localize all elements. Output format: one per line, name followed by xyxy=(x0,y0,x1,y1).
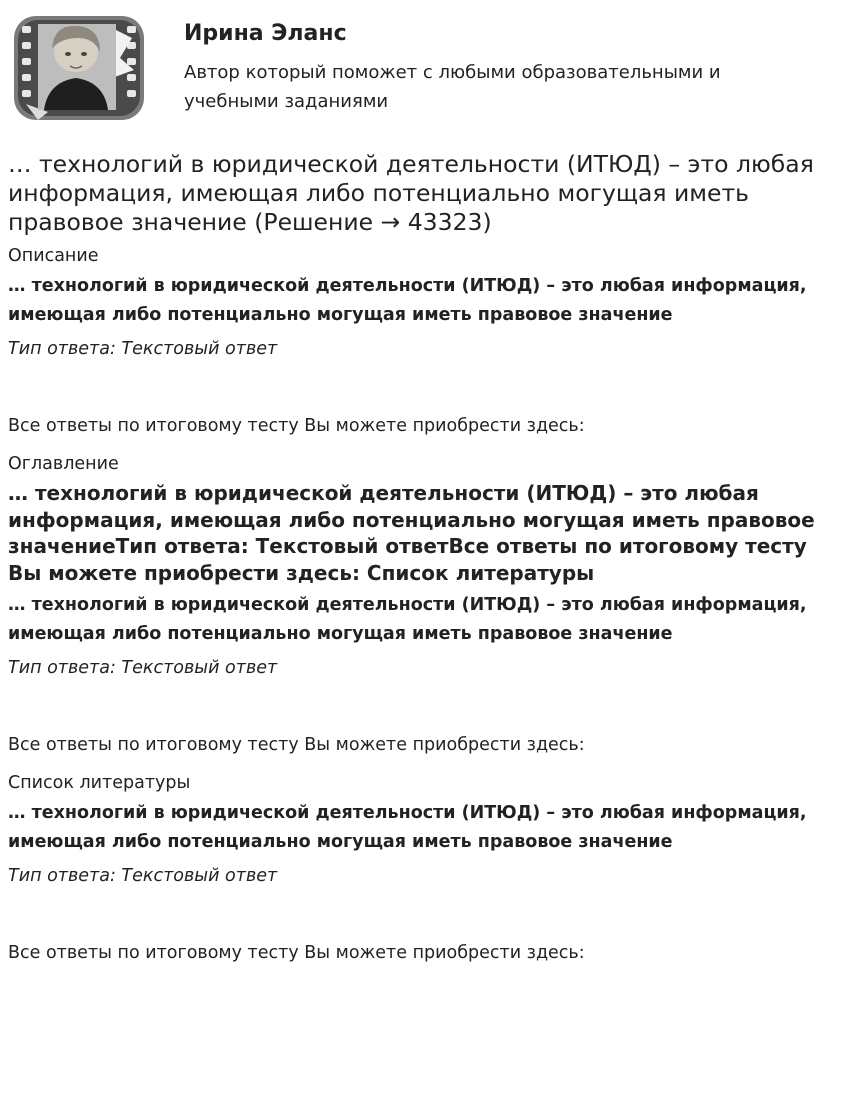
section-label-references: Список литературы xyxy=(8,773,191,793)
author-description: Автор который поможет с любыми образовательными и учебными заданиями xyxy=(184,62,721,112)
answer-type: Тип ответа: Текстовый ответ xyxy=(8,339,278,359)
main-content xyxy=(8,150,840,980)
toc-section xyxy=(8,453,840,756)
purchase-note: Все ответы по итоговому тесту Вы можете приобрести здесь: xyxy=(8,735,585,755)
answer-type: Тип ответа: Текстовый ответ xyxy=(8,866,278,886)
description-section xyxy=(8,245,840,437)
section-label-description: Описание xyxy=(8,246,99,266)
purchase-note: Все ответы по итоговому тесту Вы можете приобрести здесь: xyxy=(8,416,585,436)
page-title: … технологий в юридической деятельности (ИТЮД) – это любая информация, имеющая либо потенциально могущая иметь правовое значение (Решение → 43323) xyxy=(8,150,814,236)
section-label-toc: Оглавление xyxy=(8,454,119,474)
author-avatar[interactable] xyxy=(8,8,150,126)
purchase-note: Все ответы по итоговому тесту Вы можете приобрести здесь: xyxy=(8,943,585,963)
question-text: … технологий в юридической деятельности (ИТЮД) – это любая информация, имеющая либо потенциально могущая иметь правовое значение xyxy=(8,803,807,852)
question-text: … технологий в юридической деятельности (ИТЮД) – это любая информация, имеющая либо потенциально могущая иметь правовое значение xyxy=(8,276,807,325)
author-photo xyxy=(38,24,116,110)
references-section xyxy=(8,772,840,964)
author-card xyxy=(8,8,838,126)
author-name[interactable]: Ирина Эланс xyxy=(184,21,347,46)
question-text: … технологий в юридической деятельности (ИТЮД) – это любая информация, имеющая либо потенциально могущая иметь правовое значение xyxy=(8,595,807,644)
answer-type: Тип ответа: Текстовый ответ xyxy=(8,658,278,678)
toc-text: … технологий в юридической деятельности (ИТЮД) – это любая информация, имеющая либо потенциально могущая иметь правовое значениеТип ответа: Текстовый ответВсе ответы по итоговому тесту Вы можете приобрести здесь: Список литературы xyxy=(8,481,815,585)
